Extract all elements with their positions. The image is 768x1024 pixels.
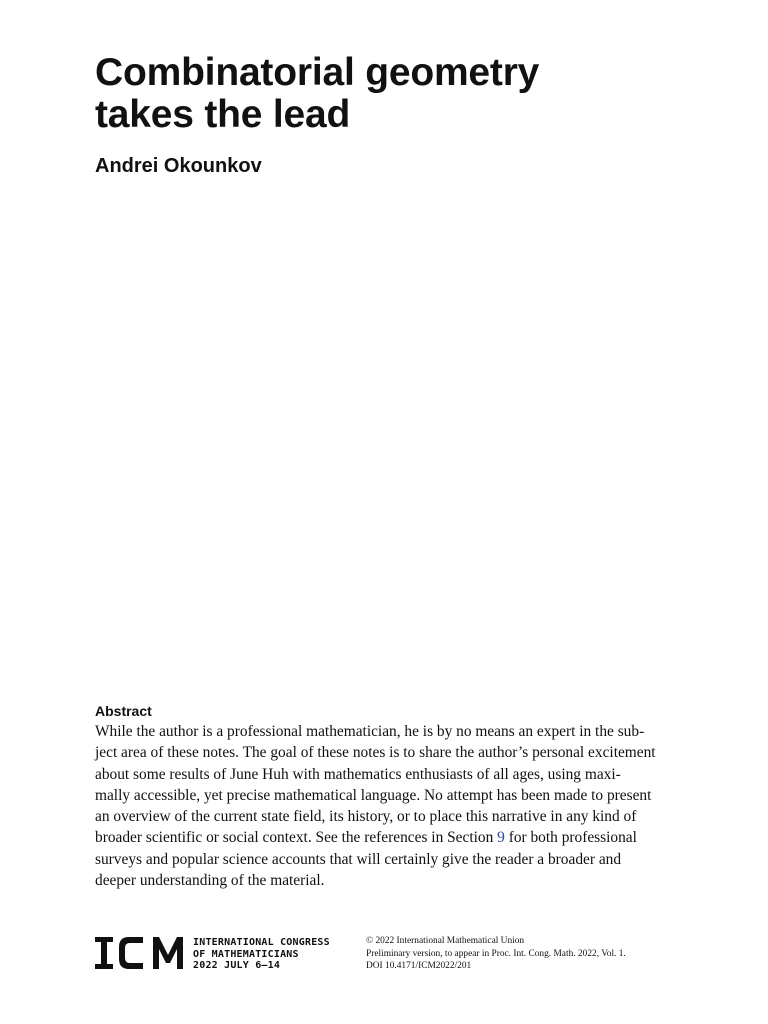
abstract-line: While the author is a professional mathematician, he is by no means an expert in the sub- (95, 723, 645, 740)
abstract-line: about some results of June Huh with mathematics enthusiasts of all ages, using maxi- (95, 765, 621, 783)
congress-line: INTERNATIONAL CONGRESS (193, 937, 330, 948)
congress-dates: 2022 JULY 6–14 (193, 960, 281, 971)
section-ref-link[interactable]: 9 (497, 829, 505, 847)
abstract-line: ject area of these notes. The goal of these notes is to share the author’s personal excitement (95, 744, 656, 762)
abstract-body (95, 721, 695, 891)
abstract-line: deeper understanding of the material. (95, 872, 325, 890)
abstract-heading: Abstract (95, 703, 152, 719)
title-line-2: takes the lead (95, 93, 351, 136)
congress-label (193, 937, 330, 972)
doi-text: DOI 10.4171/ICM2022/201 (366, 961, 472, 971)
abstract-line: mally accessible, yet precise mathematical language. No attempt has been made to present (95, 786, 652, 804)
title-line-1: Combinatorial geometry (95, 51, 540, 94)
abstract-line: an overview of the current state field, its history, or to place this narrative in any kind of (95, 808, 637, 826)
preliminary-notice: Preliminary version, to appear in Proc. Int. Cong. Math. 2022, Vol. 1. (366, 948, 626, 959)
abstract-text: for both professional (504, 829, 637, 847)
author-name: Andrei Okounkov (95, 155, 262, 177)
paper-title (95, 52, 695, 136)
abstract-line-with-ref (95, 827, 695, 848)
icm-logo-icon (95, 937, 183, 969)
copyright-notice: © 2022 International Mathematical Union (366, 936, 525, 946)
publication-info (366, 935, 626, 973)
abstract-text: broader scientific or social context. See the references in Section (95, 829, 498, 847)
congress-line: OF MATHEMATICIANS (193, 948, 299, 960)
abstract-line: surveys and popular science accounts that will certainly give the reader a broader and (95, 850, 622, 868)
